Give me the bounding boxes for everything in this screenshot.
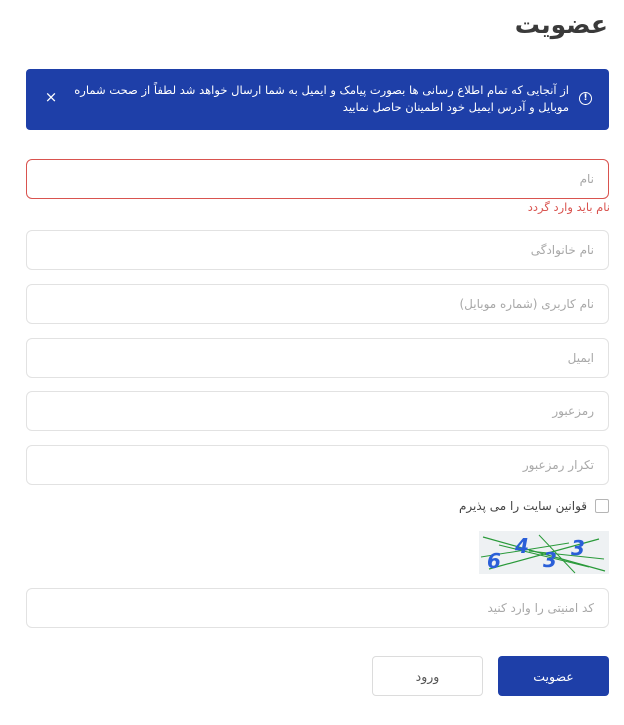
first-name-input[interactable] xyxy=(27,160,608,198)
svg-text:4: 4 xyxy=(515,534,529,558)
captcha-image xyxy=(479,531,609,574)
password-repeat-field xyxy=(26,445,609,485)
username-input[interactable] xyxy=(27,285,608,323)
first-name-error: نام باید وارد گردد xyxy=(527,200,610,214)
login-button[interactable]: ورود xyxy=(372,656,483,696)
email-input[interactable] xyxy=(27,339,608,377)
alert-message: از آنجایی که تمام اطلاع رسانی ها بصورت پیامک و ایمیل به شما ارسال خواهد شد لطفاً از صحت شماره موبایل و آدرس ایمیل خود اطمینان حاصل نمایید xyxy=(74,83,569,114)
terms-row xyxy=(459,499,609,513)
captcha-field xyxy=(26,588,609,628)
register-button[interactable]: عضویت xyxy=(498,656,609,696)
email-field xyxy=(26,338,609,378)
first-name-field xyxy=(26,159,609,199)
info-circle-icon: ! xyxy=(579,92,592,105)
password-field xyxy=(26,391,609,431)
page-title: عضویت xyxy=(514,10,608,39)
svg-text:3: 3 xyxy=(571,536,585,560)
info-alert xyxy=(26,69,609,130)
username-field xyxy=(26,284,609,324)
last-name-input[interactable] xyxy=(27,231,608,269)
svg-text:3: 3 xyxy=(543,548,557,572)
captcha-input[interactable] xyxy=(27,589,608,627)
password-input[interactable] xyxy=(27,392,608,430)
captcha-graphic xyxy=(479,531,609,574)
svg-text:6: 6 xyxy=(487,549,501,573)
terms-label: قوانین سایت را می پذیرم xyxy=(458,499,587,513)
close-icon[interactable]: × xyxy=(44,88,58,106)
last-name-field xyxy=(26,230,609,270)
terms-checkbox[interactable] xyxy=(595,499,609,513)
password-repeat-input[interactable] xyxy=(27,446,608,484)
